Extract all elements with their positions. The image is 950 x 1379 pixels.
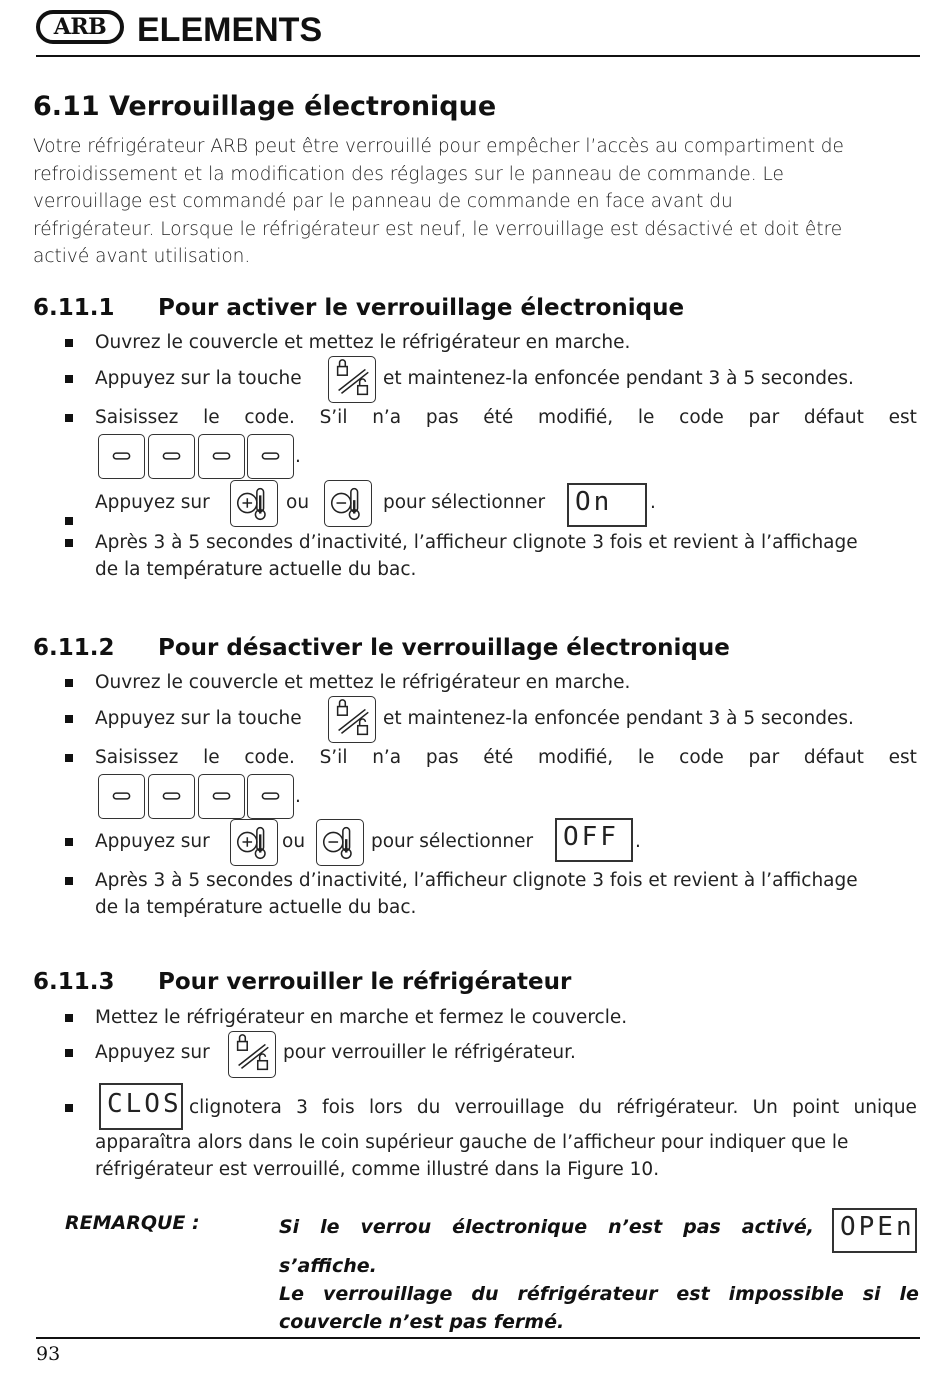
step-text: Appuyez sur [95, 1042, 210, 1063]
step-text: ou [286, 492, 310, 513]
word: réfrigérateur [517, 1283, 658, 1305]
word: verrou [360, 1216, 432, 1238]
bullet [65, 414, 73, 422]
word: clignotera [189, 1097, 282, 1118]
temp-up-key-icon [230, 480, 278, 527]
word: est [888, 407, 917, 428]
lcd-display-off: OFF [555, 818, 633, 862]
word: code. [244, 747, 295, 768]
step-text: et maintenez-la enfoncée pendant 3 à 5 secondes. [383, 368, 854, 389]
word: pas [425, 747, 459, 768]
lcd-display-clos: CLOS [99, 1083, 183, 1130]
word: défaut [803, 747, 864, 768]
section-intro [33, 133, 913, 271]
word: code [679, 407, 724, 428]
step-text: de la température actuelle du bac. [95, 559, 417, 580]
subsection-title-lock [33, 967, 571, 997]
word: le [637, 407, 655, 428]
lcd-display-open: OPEn [832, 1208, 917, 1253]
lock-key-icon [228, 1031, 276, 1078]
header-title: ELEMENTS [137, 11, 323, 49]
page-header [36, 9, 920, 57]
subsection-number: 6.11.3 [33, 969, 115, 995]
step-text: pour sélectionner [371, 831, 534, 852]
step-text: apparaîtra alors dans le coin supérieur gauche de l’afficheur pour indiquer que le [95, 1132, 849, 1153]
subsection-number: 6.11.2 [33, 635, 115, 661]
word: Saisissez [95, 747, 179, 768]
bullet [65, 877, 73, 885]
period: . [650, 492, 656, 513]
word: verrouillage [322, 1283, 453, 1305]
step-text: Après 3 à 5 secondes d’inactivité, l’afficheur clignote 3 fois et revient à l’affichage [95, 870, 858, 891]
word: modifié, [538, 747, 614, 768]
arb-logo: ARB [36, 10, 124, 44]
lock-key-icon [328, 356, 376, 403]
word: le [637, 747, 655, 768]
word: Si [279, 1216, 300, 1238]
temp-down-key-icon [316, 819, 364, 866]
minus-key-icon [98, 774, 145, 819]
word: pas [683, 1216, 721, 1238]
word: modifié, [538, 407, 614, 428]
word: par [748, 747, 780, 768]
bullet [65, 1049, 73, 1057]
word: du [471, 1283, 499, 1305]
word: électronique [452, 1216, 588, 1238]
step-text: pour sélectionner [383, 492, 546, 513]
word: code [679, 747, 724, 768]
footer-rule [36, 1337, 920, 1339]
lock-key-icon [328, 696, 376, 743]
subsection-heading: Pour verrouiller le réfrigérateur [158, 969, 572, 995]
bullet [65, 375, 73, 383]
bullet [65, 339, 73, 347]
page-number: 93 [36, 1343, 61, 1365]
subsection-title-deactivate [33, 633, 730, 663]
note-line: s’affiche. [279, 1255, 377, 1277]
word: du [416, 1097, 441, 1118]
step-text: Appuyez sur [95, 492, 210, 513]
minus-key-icon [247, 434, 294, 479]
note-label: REMARQUE : [65, 1212, 200, 1234]
word: est [676, 1283, 710, 1305]
word: du [578, 1097, 603, 1118]
word: pas [425, 407, 459, 428]
minus-key-icon [247, 774, 294, 819]
step-text: Ouvrez le couvercle et mettez le réfrigérateur en marche. [95, 672, 631, 693]
word: impossible [728, 1283, 844, 1305]
word: n’a [372, 407, 402, 428]
word: le [899, 1283, 919, 1305]
word: été [483, 747, 514, 768]
bullet [65, 679, 73, 687]
subsection-title-activate [33, 293, 684, 323]
step-text: Ouvrez le couvercle et mettez le réfrigérateur en marche. [95, 332, 631, 353]
word: Le [279, 1283, 304, 1305]
step-text: Mettez le réfrigérateur en marche et fermez le couvercle. [95, 1007, 628, 1028]
bullet [65, 517, 73, 525]
period: . [295, 446, 301, 467]
period: . [295, 786, 301, 807]
word: S’il [319, 407, 348, 428]
word: réfrigérateur. [616, 1097, 739, 1118]
step-text-justified [95, 405, 917, 431]
word: unique [853, 1097, 917, 1118]
word: Un [752, 1097, 778, 1118]
bullet [65, 1014, 73, 1022]
word: S’il [319, 747, 348, 768]
step-text: Appuyez sur la touche [95, 368, 302, 389]
word: est [888, 747, 917, 768]
intro-line: activé avant utilisation. [33, 246, 251, 267]
note-line: couvercle n’est pas fermé. [279, 1311, 565, 1333]
word: été [483, 407, 514, 428]
minus-key-icon [148, 774, 195, 819]
word: activé, [741, 1216, 814, 1238]
minus-key-icon [198, 774, 245, 819]
intro-line: réfrigérateur. Lorsque le réfrigérateur est neuf, le verrouillage est désactivé et doit être [33, 218, 843, 240]
subsection-number: 6.11.1 [33, 295, 115, 321]
period: . [635, 831, 641, 852]
bullet [65, 754, 73, 762]
subsection-heading: Pour activer le verrouillage électronique [158, 295, 685, 321]
step-text: Après 3 à 5 secondes d’inactivité, l’afficheur clignote 3 fois et revient à l’affichage [95, 532, 858, 553]
intro-line: Votre réfrigérateur ARB peut être verrouillé pour empêcher l’accès au compartiment de [33, 136, 844, 157]
word: le [203, 407, 220, 428]
step-text: de la température actuelle du bac. [95, 897, 417, 918]
subsection-heading: Pour désactiver le verrouillage électronique [158, 635, 730, 661]
section-title: 6.11 Verrouillage électronique [33, 91, 497, 122]
word: le [320, 1216, 340, 1238]
word: lors [368, 1097, 403, 1118]
word: 3 [296, 1097, 308, 1118]
word: point [792, 1097, 840, 1118]
word: fois [322, 1097, 355, 1118]
minus-key-icon [198, 434, 245, 479]
note-line [279, 1280, 919, 1308]
word: n’a [372, 747, 402, 768]
step-text-justified [95, 745, 917, 771]
word: si [862, 1283, 881, 1305]
word: verrouillage [454, 1097, 565, 1118]
word: défaut [803, 407, 864, 428]
word: code. [244, 407, 295, 428]
step-text: et maintenez-la enfoncée pendant 3 à 5 secondes. [383, 708, 854, 729]
bullet [65, 1104, 73, 1112]
intro-line: refroidissement et la modification des réglages sur le panneau de commande. Le [33, 163, 784, 185]
bullet [65, 715, 73, 723]
step-text: ou [282, 831, 306, 852]
step-text: pour verrouiller le réfrigérateur. [283, 1042, 576, 1063]
lcd-display-on: On [567, 483, 647, 527]
temp-up-key-icon [230, 819, 278, 866]
bullet [65, 838, 73, 846]
step-text: Appuyez sur la touche [95, 708, 302, 729]
intro-line: verrouillage est commandé par le panneau de commande en face avant du [33, 191, 733, 212]
word: le [203, 747, 220, 768]
step-text-justified [189, 1095, 917, 1121]
temp-down-key-icon [324, 480, 372, 527]
bullet [65, 539, 73, 547]
word: Saisissez [95, 407, 179, 428]
step-text: Appuyez sur [95, 831, 210, 852]
word: par [748, 407, 780, 428]
word: n’est [608, 1216, 663, 1238]
minus-key-icon [148, 434, 195, 479]
note-line [279, 1213, 814, 1241]
step-text: réfrigérateur est verrouillé, comme illustré dans la Figure 10. [95, 1159, 660, 1180]
minus-key-icon [98, 434, 145, 479]
